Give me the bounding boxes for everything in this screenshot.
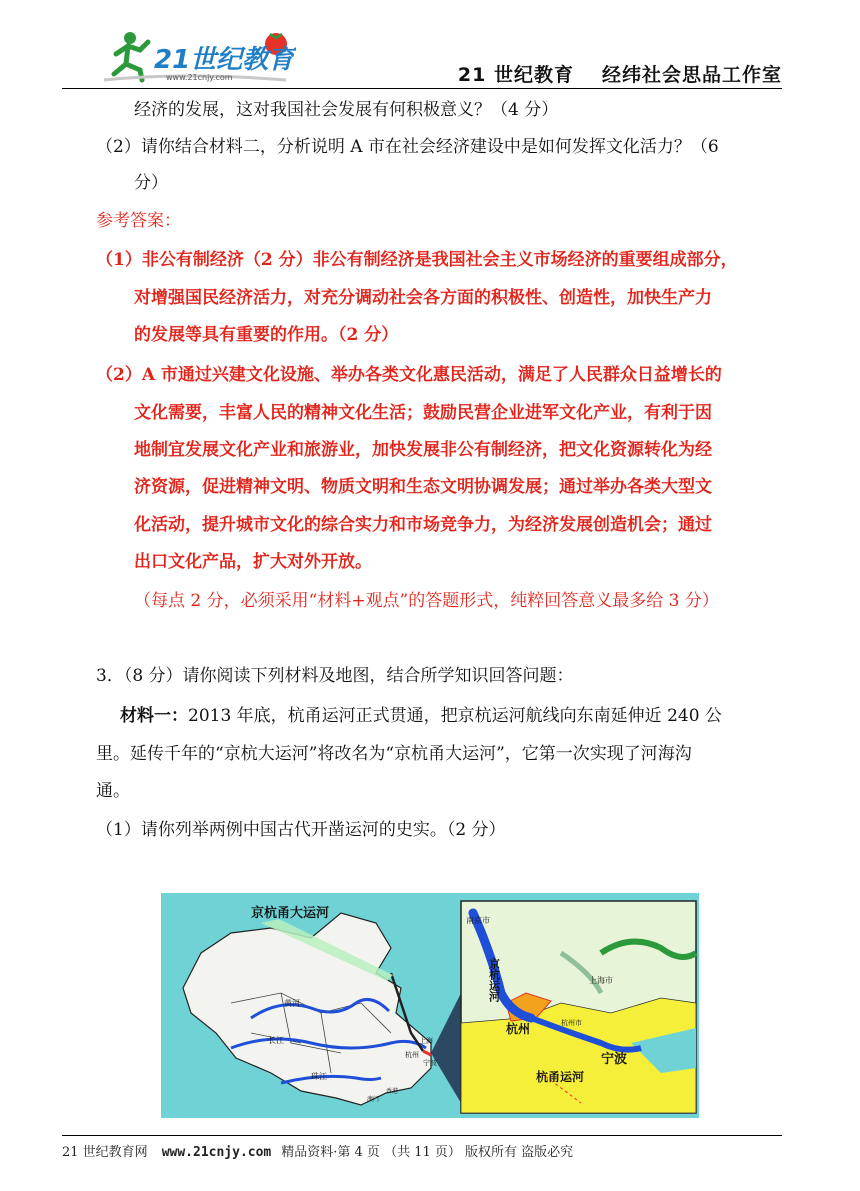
label-xianggang: 香港 bbox=[386, 1088, 399, 1095]
label-hangzhou: 杭州 bbox=[506, 1022, 531, 1036]
footer-divider bbox=[62, 1135, 782, 1136]
label-shanghai-city: 上海市 bbox=[589, 976, 613, 985]
label-shanghai: 上海 bbox=[419, 1037, 433, 1045]
material-1-label: 材料一： bbox=[120, 706, 188, 726]
material-1-line-1 bbox=[120, 704, 722, 728]
answer-2-line-3: 地制宜发展文化产业和旅游业，加快发展非公有制经济，把文化资源转化为经 bbox=[134, 440, 712, 460]
site-name: 21 世纪教育 bbox=[457, 64, 574, 86]
label-hangzhou-small: 杭州 bbox=[405, 1051, 419, 1059]
footer-left: 21 世纪教育网 bbox=[62, 1145, 148, 1160]
answer-2-line-4: 济资源，促进精神文明、物质文明和生态文明协调发展；通过举办各类大型文 bbox=[134, 477, 712, 497]
header-divider bbox=[62, 88, 782, 89]
site-logo bbox=[96, 24, 296, 86]
header-title bbox=[430, 60, 782, 87]
label-aomen: 澳门 bbox=[367, 1096, 380, 1103]
question-3-stem: 3．（8 分）请你阅读下列材料及地图，结合所学知识回答问题： bbox=[96, 666, 574, 686]
answer-heading: 参考答案： bbox=[96, 211, 181, 231]
label-zhujiang: 珠江 bbox=[311, 1072, 327, 1081]
footer-right: 精品资料·第 4 页 （共 11 页） 版权所有 盗版必究 bbox=[281, 1145, 574, 1160]
label-ningbo: 宁波 bbox=[601, 1052, 628, 1067]
label-nanjing: 南京市 bbox=[466, 916, 490, 925]
label-changjiang: 长江 bbox=[268, 1036, 284, 1045]
canal-map bbox=[161, 893, 699, 1118]
label-hangzhou-city: 杭州市 bbox=[561, 1019, 582, 1027]
answer-2-line-5: 化活动，提升城市文化的综合实力和市场竞争力，为经济发展创造机会；通过 bbox=[134, 515, 712, 535]
label-hangyong-canal: 杭甬运河 bbox=[536, 1070, 585, 1084]
studio-name: 经纬社会思品工作室 bbox=[601, 64, 782, 86]
label-huanghe: 黄河 bbox=[284, 999, 300, 1008]
answer-2-line-6: 出口文化产品，扩大对外开放。 bbox=[134, 552, 372, 572]
question-3-1: （1）请你列举两例中国古代开凿运河的史实。（2 分） bbox=[96, 820, 506, 840]
material-1-line-2: 里。延传千年的“京杭大运河”将改名为“京杭甬大运河”，它第一次实现了河海沟 bbox=[96, 744, 692, 764]
answer-1-line-2: 对增强国民经济活力，对充分调动社会各方面的积极性、创造性，加快生产力 bbox=[134, 288, 712, 308]
page-footer bbox=[62, 1141, 573, 1160]
label-jinghang-canal: 京杭运河 bbox=[487, 958, 501, 1002]
footer-url[interactable]: www.21cnjy.com bbox=[161, 1145, 272, 1160]
answer-1-line-1: （1）非公有制经济（2 分）非公有制经济是我国社会主义市场经济的重要组成部分， bbox=[96, 250, 738, 270]
material-1-text: 2013 年底，杭甬运河正式贯通，把京杭运河航线向东南延伸近 240 公 bbox=[188, 706, 722, 726]
map-title: 京杭甬大运河 bbox=[251, 906, 330, 921]
label-ningbo-small: 宁波 bbox=[423, 1059, 437, 1067]
scoring-note: （每点 2 分，必须采用“材料+观点”的答题形式，纯粹回答意义最多给 3 分） bbox=[134, 591, 719, 611]
material-1-line-3: 通。 bbox=[96, 781, 130, 801]
answer-2-line-2: 文化需要，丰富人民的精神文化生活；鼓励民营企业进军文化产业，有利于因 bbox=[134, 403, 712, 423]
question-1-tail: 经济的发展，这对我国社会发展有何积极意义？（4 分） bbox=[134, 100, 559, 120]
logo-text: 21世纪教育 bbox=[154, 45, 295, 75]
question-2-line-2: 分） bbox=[134, 173, 168, 193]
question-2-line-1: （2）请你结合材料二，分析说明 A 市在社会经济建设中是如何发挥文化活力？（6 bbox=[96, 137, 719, 157]
logo-url: www.21cnjy.com bbox=[166, 73, 233, 82]
answer-2-line-1: （2）A 市通过兴建文化设施、举办各类文化惠民活动，满足了人民群众日益增长的 bbox=[96, 365, 722, 385]
answer-1-line-3: 的发展等具有重要的作用。（2 分） bbox=[134, 325, 399, 345]
